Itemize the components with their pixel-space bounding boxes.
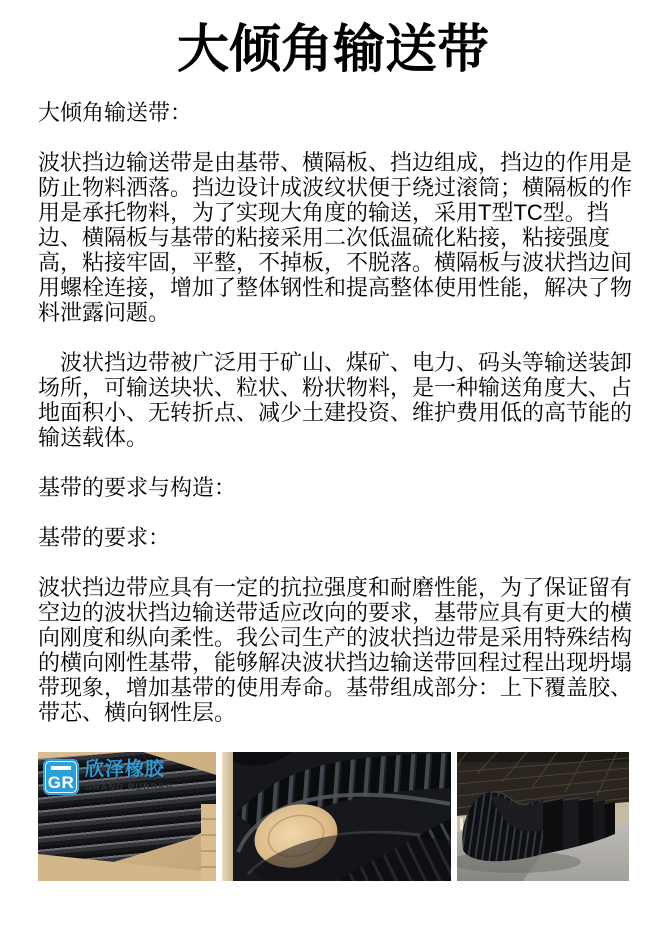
brand-name-cn: 欣泽橡胶	[85, 759, 166, 780]
photo-belt-closeup	[222, 752, 451, 881]
page-title: 大倾角输送带	[176, 21, 489, 79]
paragraph-heading-base-belt-structure: 基带的要求与构造：	[38, 475, 237, 500]
paragraph-base-belt-details: 波状挡边带应具有一定的抗拉强度和耐磨性能，为了保证留有空边的波状挡边输送带适应改向的要求，基带应具有更大的横向刚度和纵向柔性。我公司生产的波状挡边带是采用特殊结构的横向刚性基带，能够解决波状挡边输送带回程过程出现坍塌带现象，增加基带的使用寿命。基带组成部分：上下覆盖胶、带芯、横向钢性层。	[38, 575, 633, 725]
article-body	[38, 100, 642, 750]
paragraph-heading-base-belt-requirements: 基带的要求：	[38, 525, 171, 550]
brand-logo-icon	[43, 759, 79, 795]
factory-hall-graphic	[457, 752, 629, 881]
logo-bar-shape	[51, 766, 71, 770]
logo-monogram: GR	[47, 773, 75, 792]
brand-watermark	[43, 759, 173, 795]
photo-sidewall-strips	[38, 752, 216, 881]
product-photo-row	[38, 752, 629, 881]
paragraph-applications: 波状挡边带被广泛用于矿山、煤矿、电力、码头等输送装卸场所，可输送块状、粒状、粉状物料，是一种输送角度大、占地面积小、无转折点、减少土建投资、维护费用低的高节能的输送载体。	[38, 350, 633, 450]
brand-name-en: GRAND RUBBER	[85, 782, 174, 792]
paragraph-lead-label: 大倾角输送带：	[38, 100, 193, 125]
brand-text-block	[85, 759, 173, 793]
belt-closeup-graphic	[222, 752, 451, 881]
paragraph-structure: 波状挡边输送带是由基带、横隔板、挡边组成，挡边的作用是防止物料洒落。挡边设计成波纹状便于绕过滚筒；横隔板的作用是承托物料，为了实现大角度的输送，采用T型TC型。挡边、横隔板与基带的粘接采用二次低温硫化粘接，粘接强度高，粘接牢固，平整，不掉板，不脱落。横隔板与波状挡边间用螺栓连接，增加了整体钢性和提高整体使用性能，解决了物料泄露问题。	[38, 150, 633, 325]
photo-factory-hall	[457, 752, 629, 881]
pallet-side-graphic	[201, 804, 216, 881]
